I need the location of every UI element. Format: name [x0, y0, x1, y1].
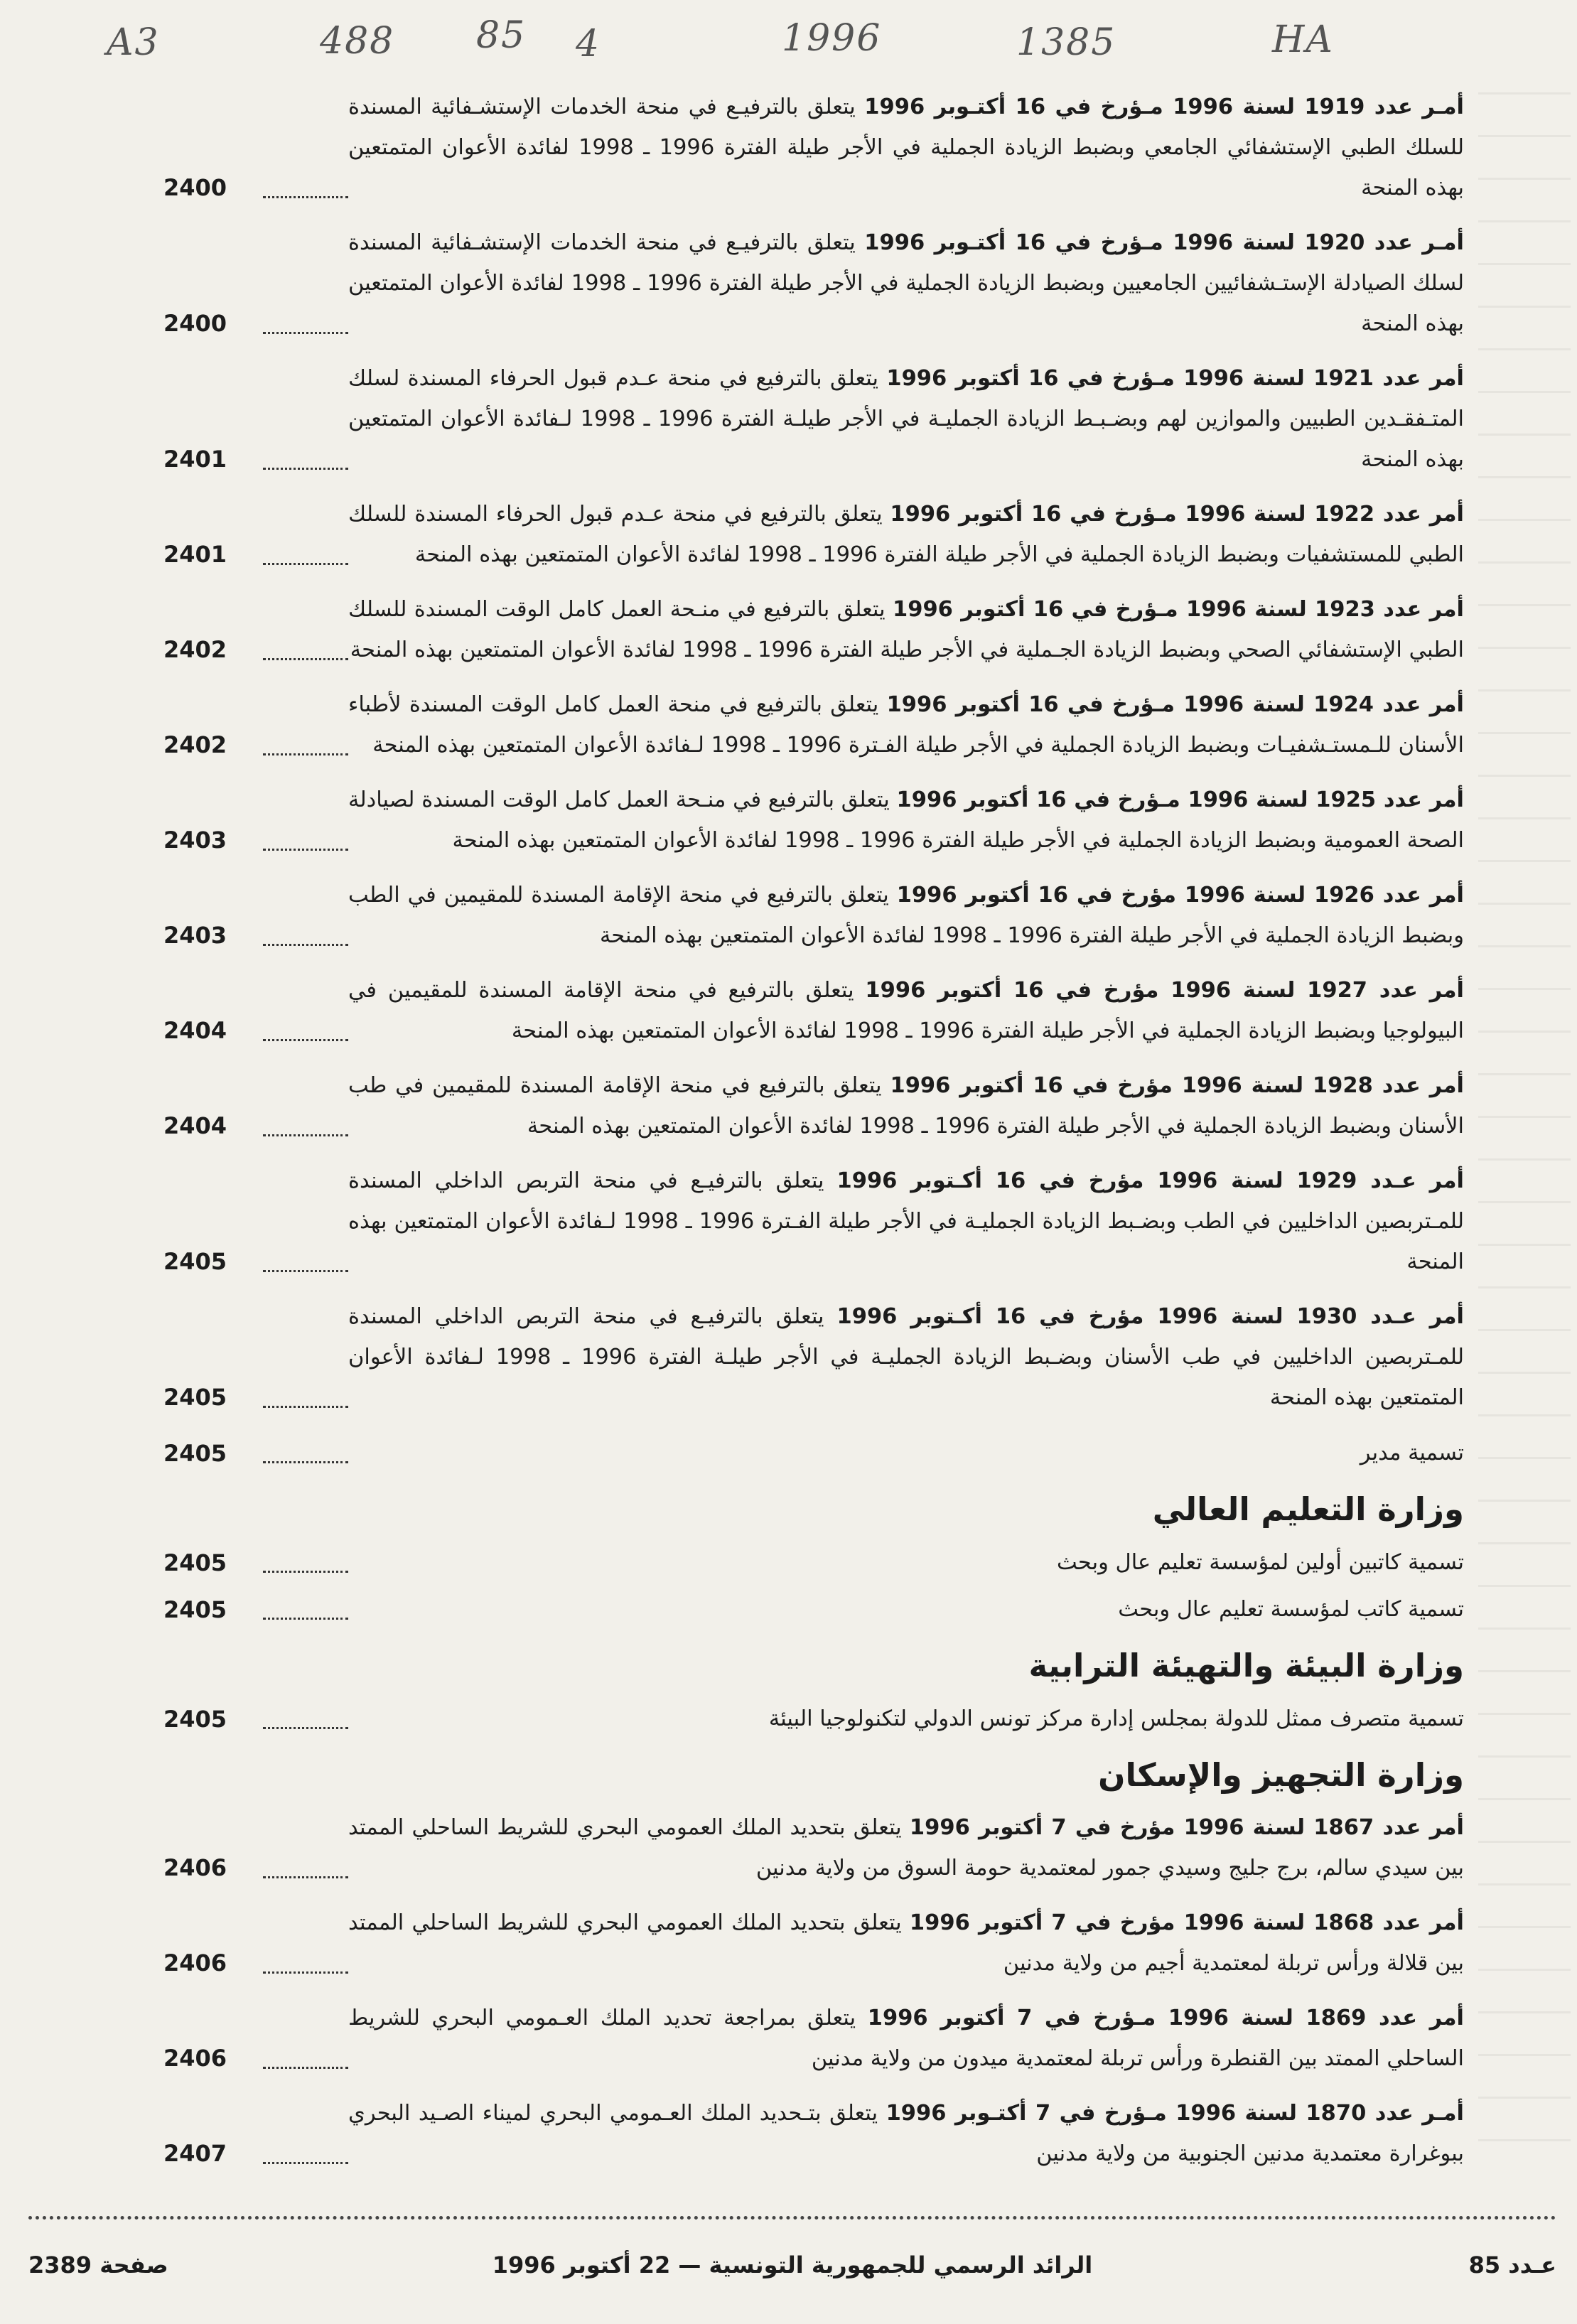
decree-subject: يتعلق بالترفيـع في منحة الخدمات الإستشـفائية المسندة للسلك الطبي الإستشفائي الجامعي وبضبط الزيادة الجملية في الأجر طيلة الفترة 1996 ـ 1998 لفائدة الأعوان المتمتعين بهذه المنحة — [348, 95, 1464, 200]
leader-dots — [263, 1039, 348, 1041]
leader-dots — [263, 1134, 348, 1136]
page-reference: 2405 — [163, 1706, 227, 1733]
page-reference: 2405 — [163, 1248, 227, 1275]
decree-text — [348, 1807, 1464, 1888]
decree-text — [348, 780, 1464, 861]
decree-entry[interactable] — [163, 1998, 1464, 2079]
ministry-heading: وزارة التجهيز والإسكان — [1098, 1756, 1464, 1794]
leader-dots — [263, 196, 348, 198]
leader-dots — [263, 658, 348, 660]
decree-text — [348, 684, 1464, 765]
leader-dots — [263, 1618, 348, 1620]
decree-subject: يتعلق بتحديد الملك العمومي البحري للشريط الساحلي الممتد بين قلالة ورأس تربلة لمعتمدية أجيم من ولاية مدنين — [348, 1910, 1464, 1976]
decree-number: أمر عدد 1921 لسنة 1996 مـؤرخ في 16 أكتوبر 1996 — [886, 366, 1465, 391]
decree-subject: يتعلق بالترفيع في منحة الإقامة المسندة للمقيمين في الطب وبضبط الزيادة الجملية في الأجر طيلة الفترة 1996 ـ 1998 لفائدة الأعوان المتمتعين بهذه المنحة — [348, 883, 1464, 948]
decree-entry[interactable] — [163, 589, 1464, 670]
decree-subject: يتعلق بالترفيع في منـحة العمل كامل الوقت المسندة لصيادلة الصحة العمومية وبضبط الزيادة الجملية في الأجر طيلة الفترة 1996 ـ 1998 لفائدة الأعوان المتمتعين بهذه المنحة — [348, 787, 1464, 853]
handwritten-note: 1996 — [782, 17, 882, 60]
decree-entry[interactable] — [163, 1807, 1464, 1888]
decree-subject: يتعلق بالترفيع في منـحة العمل كامل الوقت المسندة للسلك الطبي الإستشفائي الصحي وبضبط الزيادة الجـملية في الأجر طيلة الفترة 1996 ـ 1998 لفائدة الأعوان المتمتعين بهذه المنحة — [348, 597, 1464, 662]
handwritten-note: 4 — [576, 23, 601, 65]
leader-dots — [263, 1727, 348, 1729]
page-reference: 2406 — [163, 1949, 227, 1976]
handwritten-note: 1385 — [1016, 21, 1116, 64]
decree-number: أمر عدد 1924 لسنة 1996 مـؤرخ في 16 أكتوبر 1996 — [886, 692, 1464, 717]
leader-dots — [263, 849, 348, 851]
decree-subject: يتعلق بمراجعة تحديد الملك العـمومي البحري للشريط الساحلي الممتد بين القنطرة ورأس تربلة لمعتمدية ميدون من ولاية مدنين — [348, 2006, 1464, 2071]
appointment-entry[interactable] — [163, 1542, 1464, 1584]
decree-text — [348, 2093, 1464, 2174]
decree-entry[interactable] — [163, 222, 1464, 344]
decree-text — [348, 1161, 1464, 1282]
decree-number: أمـر عدد 1870 لسنة 1996 مـؤرخ في 7 أكتـوبر 1996 — [886, 2101, 1464, 2126]
decree-number: أمر عدد 1923 لسنة 1996 مـؤرخ في 16 أكتوبر 1996 — [893, 597, 1464, 622]
appointment-entry[interactable] — [163, 1698, 1464, 1741]
decree-subject: يتعلق بالترفيع في منحة عـدم قبول الحرفاء المسندة للسلك الطبي للمستشفيات وبضبط الزيادة الجملية في الأجر طيلة الفترة 1996 ـ 1998 لفائدة الأعوان المتمتعين بهذه المنحة — [348, 502, 1464, 567]
decree-subject: يتعلق بالترفيع في منحة عـدم قبول الحرفاء المسندة لسلك المتـفقـدين الطبيين والموازين لهم وبضـبـط الزيادة الجمليـة في الأجر طيلـة الفترة 1996 ـ 1998 لـفائدة الأعوان المتمتعين بهذه المنحة — [348, 366, 1464, 472]
decree-text — [348, 970, 1464, 1051]
decree-entry[interactable] — [163, 684, 1464, 765]
handwritten-note: HA — [1272, 18, 1334, 61]
decree-entry[interactable] — [163, 358, 1464, 480]
footer-divider — [28, 2216, 1556, 2220]
appointment-entry[interactable] — [163, 1432, 1464, 1475]
decree-entry[interactable] — [163, 1065, 1464, 1146]
decree-number: أمر عدد 1928 لسنة 1996 مؤرخ في 16 أكتوبر 1996 — [890, 1073, 1464, 1098]
decree-entry[interactable] — [163, 494, 1464, 575]
decree-text — [348, 1296, 1464, 1418]
page-reference: 2407 — [163, 2140, 227, 2167]
decree-subject: يتعلق بالترفيـع في منحة التربص الداخلي المسندة للمـتربصين الداخليين في الطب وبضـبط الزيادة الجمليـة في الأجر طيلة الفـترة 1996 ـ 1998 لـفائدة الأعوان المتمتعين بهذه المنحة — [348, 1168, 1465, 1274]
handwritten-note: A3 — [107, 21, 160, 64]
decree-text — [348, 494, 1464, 575]
page-reference: 2405 — [163, 1549, 227, 1576]
decree-subject: يتعلق بتـحديد الملك العـمومي البحري لميناء الصـيد البحري ببوغرارة معتمدية مدنين الجنوبية من ولاية مدنين — [348, 2101, 1464, 2166]
leader-dots — [263, 753, 348, 755]
decree-number: أمـر عدد 1920 لسنة 1996 مـؤرخ في 16 أكتـوبر 1996 — [864, 230, 1464, 255]
decree-number: أمر عـدد 1930 لسنة 1996 مؤرخ في 16 أكـتوبر 1996 — [836, 1304, 1464, 1329]
decree-number: أمر عدد 1867 لسنة 1996 مؤرخ في 7 أكتوبر 1996 — [909, 1815, 1464, 1840]
table-of-contents — [163, 87, 1464, 2188]
decree-number: أمـر عدد 1919 لسنة 1996 مـؤرخ في 16 أكتـوبر 1996 — [864, 95, 1464, 119]
page-reference: 2400 — [163, 174, 227, 201]
page-reference: 2403 — [163, 827, 227, 854]
leader-dots — [263, 468, 348, 470]
leader-dots — [263, 944, 348, 946]
decree-number: أمر عدد 1926 لسنة 1996 مؤرخ في 16 أكتوبر 1996 — [896, 883, 1464, 908]
decree-number: أمر عدد 1868 لسنة 1996 مؤرخ في 7 أكتوبر 1996 — [909, 1910, 1464, 1935]
decree-subject: يتعلق بالترفيـع في منحة التربص الداخلي المسندة للمـتربصين الداخليين في طب الأسنان وبضـبط الزيادة الجمليـة في الأجر طيلـة الفترة 1996 ـ 1998 لـفائدة الأعوان المتمتعين بهذه المنحة — [348, 1304, 1465, 1410]
decree-text — [348, 87, 1464, 208]
page-reference: 2405 — [163, 1384, 227, 1411]
decree-text — [348, 875, 1464, 956]
leader-dots — [263, 1571, 348, 1573]
decree-subject: يتعلق بتحديد الملك العمومي البحري للشريط الساحلي الممتد بين سيدي سالم، برج جليج وسيدي جمور لمعتمدية حومة السوق من ولاية مدنين — [348, 1815, 1464, 1881]
page-reference: 2404 — [163, 1017, 227, 1044]
handwritten-note: 488 — [320, 20, 395, 63]
page-reference: 2406 — [163, 2045, 227, 2072]
page-reference: 2403 — [163, 922, 227, 949]
decree-number: أمر عدد 1925 لسنة 1996 مـؤرخ في 16 أكتوبر 1996 — [896, 787, 1464, 812]
leader-dots — [263, 2067, 348, 2069]
decree-entry[interactable] — [163, 1296, 1464, 1418]
decree-subject: يتعلق بالترفيـع في منحة الخدمات الإستشـفائية المسندة لسلك الصيادلة الإستـشفائيين الجامعيين وبضبط الزيادة الجملية في الأجر طيلة الفترة 1996 ـ 1998 لفائدة الأعوان المتمتعين بهذه المنحة — [348, 230, 1464, 336]
page-reference: 2404 — [163, 1112, 227, 1139]
ministry-heading: وزارة البيئة والتهيئة الترابية — [1028, 1647, 1464, 1684]
leader-dots — [263, 2162, 348, 2164]
appointment-text: تسمية مدير — [1360, 1441, 1464, 1465]
decree-entry[interactable] — [163, 970, 1464, 1051]
page-reference: 2400 — [163, 310, 227, 337]
decree-entry[interactable] — [163, 1903, 1464, 1984]
footer-page-number: صفحة 2389 — [28, 2252, 168, 2279]
page-reference: 2402 — [163, 731, 227, 758]
decree-entry[interactable] — [163, 780, 1464, 861]
decree-subject: يتعلق بالترفيع في منحة الإقامة المسندة للمقيمين في طب الأسنان وبضبط الزيادة الجملية في الأجر طيلة الفترة 1996 ـ 1998 لفائدة الأعوان المتمتعين بهذه المنحة — [348, 1073, 1464, 1139]
page-reference: 2405 — [163, 1596, 227, 1623]
leader-dots — [263, 1406, 348, 1408]
page-reference: 2406 — [163, 1854, 227, 1881]
scan-bleed-through — [1478, 92, 1571, 2153]
appointment-text: تسمية كاتبين أولين لمؤسسة تعليم عال وبحث — [1056, 1550, 1464, 1575]
appointment-entry[interactable] — [163, 1588, 1464, 1631]
decree-number: أمر عـدد 1929 لسنة 1996 مؤرخ في 16 أكـتوبر 1996 — [836, 1168, 1464, 1193]
footer-issue-number: عـدد 85 — [1468, 2252, 1556, 2279]
handwritten-note: 85 — [476, 14, 527, 57]
decree-text — [348, 1065, 1464, 1146]
leader-dots — [263, 1971, 348, 1974]
decree-number: أمر عدد 1927 لسنة 1996 مؤرخ في 16 أكتوبر 1996 — [865, 978, 1464, 1003]
decree-text — [348, 1998, 1464, 2079]
ministry-heading: وزارة التعليم العالي — [1152, 1490, 1464, 1528]
leader-dots — [263, 1270, 348, 1272]
decree-number: أمر عدد 1869 لسنة 1996 مـؤرخ في 7 أكتوبر 1996 — [867, 2006, 1464, 2030]
page-reference: 2401 — [163, 541, 227, 568]
decree-entry[interactable] — [163, 875, 1464, 956]
decree-text — [348, 358, 1464, 480]
decree-text — [348, 589, 1464, 670]
decree-text — [348, 222, 1464, 344]
decree-entry[interactable] — [163, 2093, 1464, 2174]
decree-text — [348, 1903, 1464, 1984]
decree-entry[interactable] — [163, 1161, 1464, 1282]
decree-subject: يتعلق بالترفيع في منحة الإقامة المسندة للمقيمين في البيولوجيا وبضبط الزيادة الجملية في الأجر طيلة الفترة 1996 ـ 1998 لفائدة الأعوان المتمتعين بهذه المنحة — [348, 978, 1464, 1043]
handwritten-annotations — [107, 7, 1457, 85]
leader-dots — [263, 563, 348, 565]
decree-number: أمر عدد 1922 لسنة 1996 مـؤرخ في 16 أكتوبر 1996 — [890, 502, 1464, 527]
appointment-text: تسمية متصرف ممثل للدولة بمجلس إدارة مركز تونس الدولي لتكنولوجيا البيئة — [768, 1706, 1464, 1731]
page-footer — [28, 2252, 1556, 2294]
page-reference: 2402 — [163, 636, 227, 663]
decree-subject: يتعلق بالترفيع في منحة العمل كامل الوقت المسندة لأطباء الأسنان للـمستـشفيـات وبضبط الزيادة الجملية في الأجر طيلة الفـترة 1996 ـ 1998 لـفائدة الأعوان المتمتعين بهذه المنحة — [348, 692, 1464, 758]
footer-journal-title: الرائد الرسمي للجمهورية التونسية — 22 أكتوبر 1996 — [492, 2252, 1093, 2279]
leader-dots — [263, 332, 348, 334]
page-reference: 2401 — [163, 446, 227, 473]
page-reference: 2405 — [163, 1440, 227, 1467]
leader-dots — [263, 1461, 348, 1463]
decree-entry[interactable] — [163, 87, 1464, 208]
appointment-text: تسمية كاتب لمؤسسة تعليم عال وبحث — [1118, 1597, 1464, 1622]
leader-dots — [263, 1876, 348, 1878]
